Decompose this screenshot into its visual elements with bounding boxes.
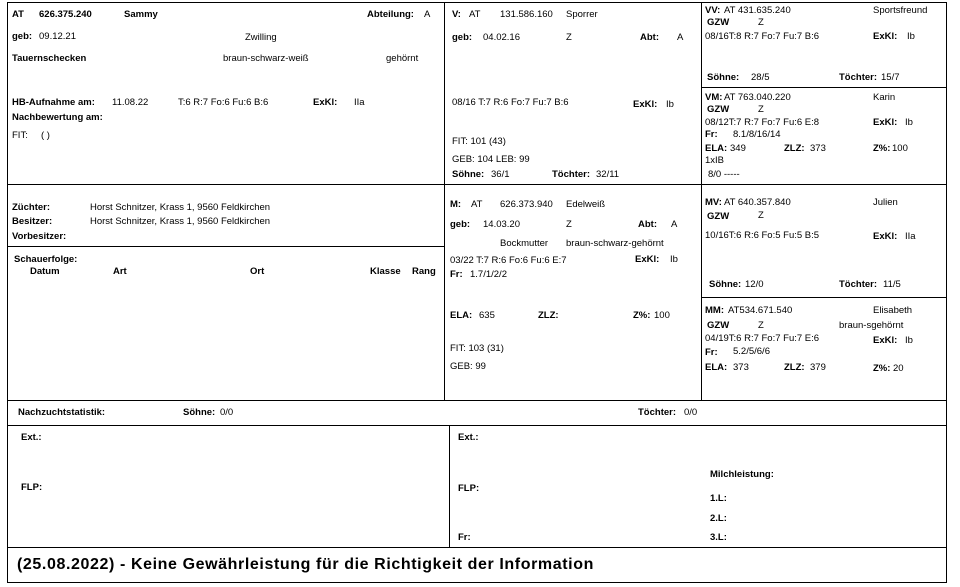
mother-exkl-label: ExKl: — [635, 254, 660, 265]
divider-footer — [7, 547, 947, 548]
mm-zlz-value: 379 — [810, 362, 826, 373]
vm-name: Karin — [873, 92, 896, 103]
hb-date: 11.08.22 — [112, 97, 149, 108]
mv-toechter-label: Töchter: — [839, 279, 877, 290]
father-abt-label: Abt: — [640, 32, 659, 43]
mm-fr-label: Fr: — [705, 347, 718, 358]
mm-ela-value: 373 — [733, 362, 749, 373]
animal-exkl-label: ExKl: — [313, 97, 338, 108]
divider-mv-mm — [701, 297, 946, 298]
mother-fit: FIT: 103 (31) — [450, 343, 504, 354]
vm-exkl-value: Ib — [905, 117, 913, 128]
divider-col2 — [701, 2, 702, 400]
mother-geb-value: 14.03.20 — [483, 219, 520, 230]
father-soehne-label: Söhne: — [452, 169, 485, 180]
father-scores: 08/16 T:7 R:6 Fo:7 Fu:7 B:6 — [452, 97, 569, 108]
zuechter-label: Züchter: — [12, 202, 50, 213]
father-name: Sporrer — [566, 9, 598, 20]
mother-at-label: AT — [471, 199, 483, 210]
shows-col-art: Art — [113, 266, 127, 277]
flp-right-label: FLP: — [458, 483, 480, 494]
animal-color: braun-schwarz-weiß — [223, 53, 309, 64]
zuechter-value: Horst Schnitzer, Krass 1, 9560 Feldkirchen — [90, 202, 271, 213]
mm-gzw: GZW — [707, 320, 730, 331]
vv-name: Sportsfreund — [873, 5, 928, 16]
vorbesitzer-label: Vorbesitzer: — [12, 231, 67, 242]
vm-exkl-label: ExKl: — [873, 117, 898, 128]
mm-exkl-value: Ib — [905, 335, 913, 346]
mv-name: Julien — [873, 197, 898, 208]
vm-ela-label: ELA: — [705, 143, 728, 154]
fr-right-label: Fr: — [458, 532, 471, 543]
mm-name: Elisabeth — [873, 305, 913, 316]
mother-geb-label: geb: — [450, 219, 471, 230]
mv-scores: 10/16T:6 R:6 Fo:5 Fu:5 B:5 — [705, 230, 820, 241]
vm-z: Z — [758, 104, 764, 115]
father-fit: FIT: 101 (43) — [452, 136, 506, 147]
father-abt-value: A — [677, 32, 684, 43]
vm-fr-value: 8.1/8/16/14 — [733, 129, 781, 140]
abteilung-label: Abteilung: — [367, 9, 414, 20]
father-at-number: 131.586.160 — [500, 9, 553, 20]
vm-fr-label: Fr: — [705, 129, 718, 140]
stats-toechter-value: 0/0 — [684, 407, 698, 418]
mv-exkl-value: IIa — [905, 231, 916, 242]
animal-at-number: 626.375.240 — [39, 9, 92, 20]
mm-zpct-value: 20 — [893, 363, 904, 374]
hb-label: HB-Aufnahme am: — [12, 97, 95, 108]
father-geb-leb: GEB: 104 LEB: 99 — [452, 154, 530, 165]
besitzer-label: Besitzer: — [12, 216, 53, 227]
vm-extra1: 1xIB — [705, 155, 725, 166]
border-left — [7, 2, 8, 583]
mm-zpct-label: Z%: — [873, 363, 891, 374]
vv-scores: 08/16T:8 R:7 Fo:7 Fu:7 B:6 — [705, 31, 820, 42]
divider-people — [7, 246, 444, 247]
mv-toechter-value: 11/5 — [883, 279, 901, 290]
vv-soehne-value: 28/5 — [751, 72, 770, 83]
animal-exkl-value: IIa — [354, 97, 365, 108]
vv-toechter-label: Töchter: — [839, 72, 877, 83]
father-at-label: AT — [469, 9, 481, 20]
mother-scores: 03/22 T:7 R:6 Fo:6 Fu:6 E:7 — [450, 255, 567, 266]
animal-geb-label: geb: — [12, 31, 33, 42]
mm-color: braun-sgehörnt — [839, 320, 904, 331]
vm-zpct-label: Z%: — [873, 143, 891, 154]
divider-row1 — [7, 184, 947, 185]
mother-color: braun-schwarz-gehörnt — [566, 238, 664, 249]
ext-right-label: Ext.: — [458, 432, 479, 443]
mother-ela-label: ELA: — [450, 310, 473, 321]
mother-z: Z — [566, 219, 572, 230]
father-exkl-value: Ib — [666, 99, 674, 110]
vv-toechter-value: 15/7 — [881, 72, 900, 83]
mother-fr-label: Fr: — [450, 269, 463, 280]
father-soehne-value: 36/1 — [491, 169, 510, 180]
flp-left-label: FLP: — [21, 482, 43, 493]
abteilung-value: A — [424, 9, 431, 20]
mother-fr-value: 1.7/1/2/2 — [470, 269, 507, 280]
divider-col1 — [444, 2, 445, 400]
mm-exkl-label: ExKl: — [873, 335, 898, 346]
shows-col-datum: Datum — [30, 266, 60, 277]
mm-label: MM: — [705, 305, 724, 316]
disclaimer-footer: (25.08.2022) - Keine Gewährleistung für die Richtigkeit der Information — [17, 556, 594, 573]
milchleistung-label: Milchleistung: — [710, 469, 774, 480]
father-geb-label: geb: — [452, 32, 473, 43]
mv-soehne-label: Söhne: — [709, 279, 742, 290]
father-label: V: — [452, 9, 461, 20]
father-z: Z — [566, 32, 572, 43]
mother-abt-label: Abt: — [638, 219, 657, 230]
mv-gzw: GZW — [707, 211, 730, 222]
mother-zpct-value: 100 — [654, 310, 670, 321]
mm-scores: 04/19T:6 R:7 Fo:7 Fu:7 E:6 — [705, 333, 820, 344]
father-toechter-value: 32/11 — [596, 169, 620, 180]
stats-toechter-label: Töchter: — [638, 407, 676, 418]
milch-l1-label: 1.L: — [710, 493, 727, 504]
vm-scores: 08/12T:7 R:7 Fo:7 Fu:6 E:8 — [705, 117, 820, 128]
mm-at: AT534.671.540 — [728, 305, 793, 316]
vm-zlz-label: ZLZ: — [784, 143, 805, 154]
border-top — [7, 2, 947, 3]
milch-l3-label: 3.L: — [710, 532, 727, 543]
mother-label: M: — [450, 199, 462, 210]
vm-extra2: 8/0 ----- — [708, 169, 740, 180]
divider-bottom — [7, 425, 947, 426]
vv-exkl-label: ExKl: — [873, 31, 898, 42]
animal-geb-value: 09.12.21 — [39, 31, 76, 42]
vv-z: Z — [758, 17, 764, 28]
mother-geb: GEB: 99 — [450, 361, 486, 372]
vv-at: AT 431.635.240 — [724, 5, 791, 16]
mv-label: MV: — [705, 197, 722, 208]
divider-bottom-col — [449, 425, 450, 547]
animal-zwilling: Zwilling — [245, 32, 277, 43]
mv-at: AT 640.357.840 — [724, 197, 791, 208]
vm-zlz-value: 373 — [810, 143, 826, 154]
shows-col-rang: Rang — [412, 266, 436, 277]
border-right — [946, 2, 947, 583]
animal-fit-value: ( ) — [41, 130, 50, 141]
animal-breed: Tauernschecken — [12, 53, 87, 64]
mother-abt-value: A — [671, 219, 678, 230]
animal-at-label: AT — [12, 9, 24, 20]
mm-ela-label: ELA: — [705, 362, 728, 373]
mv-soehne-value: 12/0 — [745, 279, 764, 290]
mother-bockmutter: Bockmutter — [500, 238, 549, 249]
mother-name: Edelweiß — [566, 199, 606, 210]
stats-soehne-value: 0/0 — [220, 407, 234, 418]
shows-col-ort: Ort — [250, 266, 265, 277]
vm-at: AT 763.040.220 — [724, 92, 791, 103]
father-exkl-label: ExKl: — [633, 99, 658, 110]
shows-title: Schauerfolge: — [14, 254, 78, 265]
vm-label: VM: — [705, 92, 723, 103]
vv-soehne-label: Söhne: — [707, 72, 740, 83]
vm-gzw: GZW — [707, 104, 730, 115]
mother-exkl-value: Ib — [670, 254, 678, 265]
stats-soehne-label: Söhne: — [183, 407, 216, 418]
divider-vv-vm — [701, 87, 946, 88]
animal-name: Sammy — [124, 9, 158, 20]
animal-fit-label: FIT: — [12, 130, 28, 141]
shows-col-klasse: Klasse — [370, 266, 401, 277]
nachbewertung-label: Nachbewertung am: — [12, 112, 103, 123]
besitzer-value: Horst Schnitzer, Krass 1, 9560 Feldkirchen — [90, 216, 271, 227]
milch-l2-label: 2.L: — [710, 513, 727, 524]
ext-left-label: Ext.: — [21, 432, 42, 443]
mother-zlz-label: ZLZ: — [538, 310, 559, 321]
vm-ela-value: 349 — [730, 143, 746, 154]
father-geb-value: 04.02.16 — [483, 32, 520, 43]
vm-zpct-value: 100 — [892, 143, 908, 154]
father-toechter-label: Töchter: — [552, 169, 590, 180]
divider-stats — [7, 400, 947, 401]
mm-z: Z — [758, 320, 764, 331]
stats-title: Nachzuchtstatistik: — [18, 407, 106, 418]
mm-zlz-label: ZLZ: — [784, 362, 805, 373]
border-bottom — [7, 582, 947, 583]
vv-gzw: GZW — [707, 17, 730, 28]
vv-exkl-value: Ib — [907, 31, 915, 42]
animal-horn: gehörnt — [386, 53, 419, 64]
mother-ela-value: 635 — [479, 310, 495, 321]
mv-z: Z — [758, 210, 764, 221]
vv-label: VV: — [705, 5, 721, 16]
mm-fr-value: 5.2/5/6/6 — [733, 346, 770, 357]
hb-scores: T:6 R:7 Fo:6 Fu:6 B:6 — [178, 97, 269, 108]
mother-at-number: 626.373.940 — [500, 199, 553, 210]
mv-exkl-label: ExKl: — [873, 231, 898, 242]
mother-zpct-label: Z%: — [633, 310, 651, 321]
